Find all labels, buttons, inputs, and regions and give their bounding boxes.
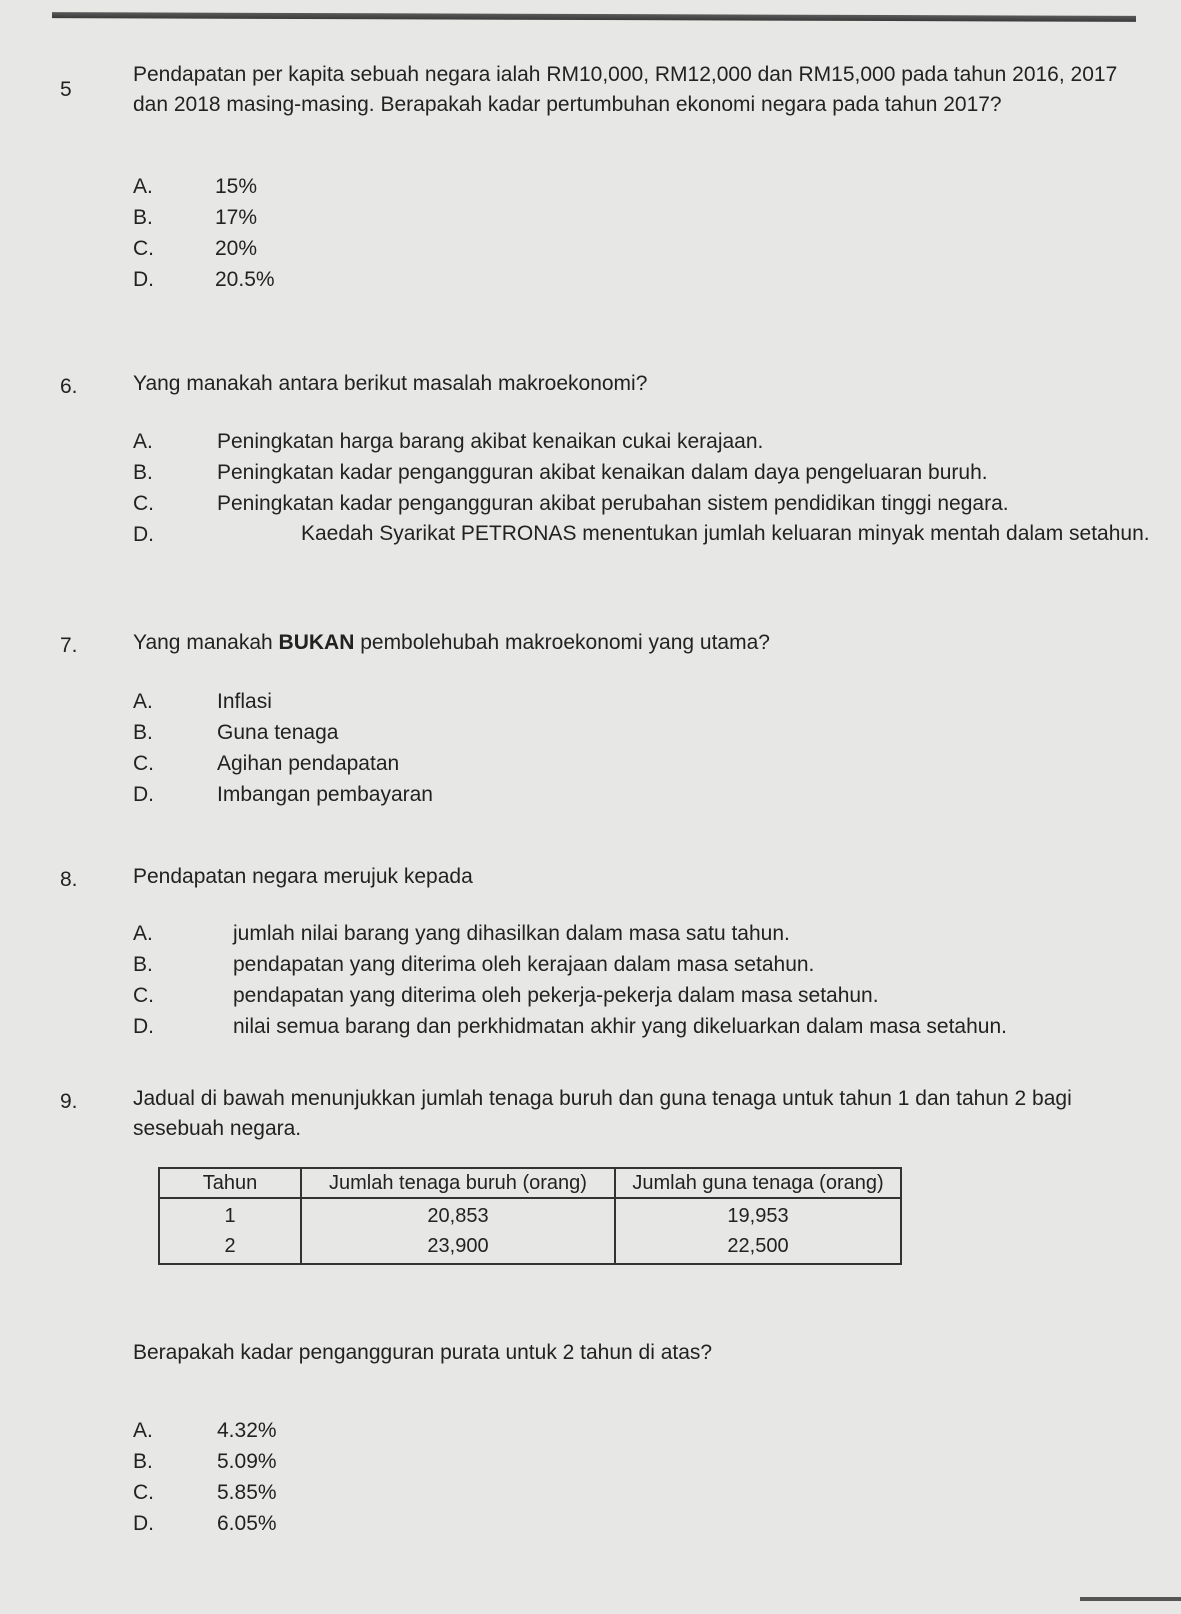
option-d[interactable]: D. Kaedah Syarikat PETRONAS menentukan jumlah keluaran minyak mentah dalam setahun. xyxy=(133,522,1150,546)
option-d[interactable]: D. 6.05% xyxy=(133,1512,277,1535)
option-b[interactable]: B. pendapatan yang diterima oleh kerajaan dalam masa setahun. xyxy=(133,953,815,976)
option-b[interactable]: B. Guna tenaga xyxy=(133,721,339,744)
option-b[interactable]: B. 5.09% xyxy=(133,1450,277,1473)
options-list xyxy=(133,426,1150,549)
option-c[interactable]: C. Agihan pendapatan xyxy=(133,752,400,775)
question-text: Jadual di bawah menunjukkan jumlah tenaga buruh dan guna tenaga untuk tahun 1 dan tahun 2 bagi sesebuah negara. xyxy=(133,1087,1072,1140)
options-list xyxy=(133,686,1143,810)
table-header: Tahun xyxy=(159,1168,301,1198)
options-list xyxy=(133,1415,1143,1539)
question-text: Pendapatan negara merujuk kepada xyxy=(133,865,473,888)
option-d[interactable]: D. nilai semua barang dan perkhidmatan akhir yang dikeluarkan dalam masa setahun. xyxy=(133,1015,1007,1038)
table-row xyxy=(159,1198,901,1264)
option-a[interactable]: A. 15% xyxy=(133,175,258,198)
question-number: 6. xyxy=(60,375,78,398)
table-cell: 19,953 22,500 xyxy=(615,1198,901,1264)
data-table xyxy=(158,1167,902,1265)
options-list xyxy=(133,171,1143,295)
question-number: 5 xyxy=(60,78,72,101)
question-number: 7. xyxy=(60,634,78,657)
question-text: Yang manakah antara berikut masalah makroekonomi? xyxy=(133,372,648,395)
table-header: Jumlah tenaga buruh (orang) xyxy=(301,1168,615,1198)
table-cell: 20,853 23,900 xyxy=(301,1198,615,1264)
option-a[interactable]: A. 4.32% xyxy=(133,1419,277,1442)
question-number: 8. xyxy=(60,868,78,891)
option-c[interactable]: C. 20% xyxy=(133,237,258,260)
option-b[interactable]: B. 17% xyxy=(133,206,258,229)
question-text: Yang manakah BUKAN pembolehubah makroekonomi yang utama? xyxy=(133,631,770,654)
option-a[interactable]: A. Inflasi xyxy=(133,690,272,713)
options-list xyxy=(133,918,1143,1042)
sub-question-text: Berapakah kadar pengangguran purata untuk 2 tahun di atas? xyxy=(133,1341,713,1364)
table-cell: 1 2 xyxy=(159,1198,301,1264)
option-b[interactable]: B. Peningkatan kadar pengangguran akibat kenaikan dalam daya pengeluaran buruh. xyxy=(133,461,988,484)
option-a[interactable]: A. Peningkatan harga barang akibat kenaikan cukai kerajaan. xyxy=(133,430,764,453)
option-c[interactable]: C. 5.85% xyxy=(133,1481,277,1504)
emphasis-bukan: BUKAN xyxy=(278,631,355,654)
option-d[interactable]: D. 20.5% xyxy=(133,268,275,291)
option-a[interactable]: A. jumlah nilai barang yang dihasilkan dalam masa satu tahun. xyxy=(133,922,790,945)
table-header: Jumlah guna tenaga (orang) xyxy=(615,1168,901,1198)
question-text: Pendapatan per kapita sebuah negara ialah RM10,000, RM12,000 dan RM15,000 pada tahun 2016, 2017 dan 2018 masing-masing. Berapakah kadar pertumbuhan ekonomi negara pada tahun 2017? xyxy=(133,63,1118,116)
option-d[interactable]: D. Imbangan pembayaran xyxy=(133,783,433,806)
question-number: 9. xyxy=(60,1090,78,1113)
table-header-row xyxy=(159,1168,901,1198)
option-c[interactable]: C. Peningkatan kadar pengangguran akibat perubahan sistem pendidikan tinggi negara. xyxy=(133,492,1009,515)
option-c[interactable]: C. pendapatan yang diterima oleh pekerja-pekerja dalam masa setahun. xyxy=(133,984,879,1007)
